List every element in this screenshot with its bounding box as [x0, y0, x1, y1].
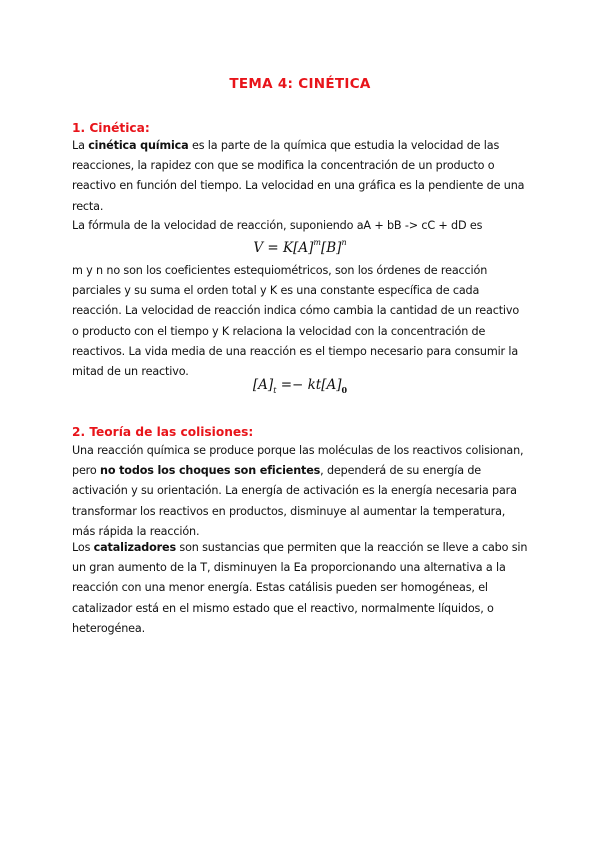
document-title: TEMA 4: CINÉTICA [229, 76, 371, 92]
section-1-heading: 1. Cinética: [72, 121, 150, 135]
section-2-paragraph-2 [72, 538, 528, 639]
formula-part: [A] [252, 377, 274, 393]
section-1-paragraph-1 [72, 136, 528, 217]
text-run: , dependerá de su energía de activación y su orientación. La energía de activación es la energía necesaria para transformar los reactivos en productos, disminuye al aumentar la temperatura, más rápida la reacción. [72, 464, 517, 538]
text-run: Una reacción química se produce porque las moléculas de los reactivos colisionan, pero [72, 444, 524, 478]
section-2-paragraph-1 [72, 441, 528, 542]
bold-term: no todos los choques son eficientes [100, 464, 321, 478]
formula-subscript: t [273, 386, 277, 395]
section-1-paragraph-2: La fórmula de la velocidad de reacción, suponiendo aA + bB -> cC + dD es [72, 219, 483, 232]
section-2-heading: 2. Teoría de las colisiones: [72, 425, 254, 439]
formula-exponent: n [341, 238, 347, 247]
text-run: son sustancias que permiten que la reacción se lleve a cabo sin un gran aumento de la T, disminuyen la Ea proporcionando una alternativa a la reacción con una menor energía. Estas catálisis pueden ser homogéneas, el catalizador está en el mismo estado que el reactivo, normalmente líquidos, o heterogénea. [72, 541, 528, 635]
formula-part: V = K[A] [253, 240, 314, 256]
formula-exponent: m [313, 238, 321, 247]
bold-term: cinética química [88, 139, 189, 152]
section-1-paragraph-3: m y n no son los coeficientes estequiométricos, son los órdenes de reacción parciales y su suma el orden total y K es una constante específica de cada reacción. La velocidad de reacción indica cómo cambia la cantidad de un reactivo o producto con el tiempo y K relaciona la velocidad con la concentración de reactivos. La vida media de una reacción es el tiempo necesario para consumir la mitad de un reactivo. [72, 264, 520, 379]
text-run: La [72, 139, 89, 152]
formula-part: [B] [320, 240, 342, 256]
formula-subscript: 0 [341, 385, 348, 395]
text-run: es la parte de la química que estudia la velocidad de las reacciones, la rapidez con que se modifica la concentración de un producto o reactivo en función del tiempo. La velocidad en una gráfica es la pendiente de una recta. [72, 139, 525, 213]
rate-law-formula [0, 238, 600, 256]
text-run: Los [72, 541, 94, 554]
formula-part: =− kt[A] [276, 377, 342, 393]
bold-term: catalizadores [93, 541, 176, 554]
half-life-formula [0, 377, 600, 395]
